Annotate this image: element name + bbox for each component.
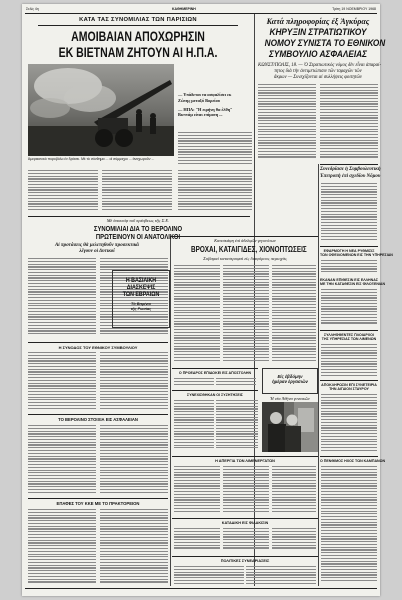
ankara-headline-2: ΝΟΜΟΥ ΣΥΝΙΣΤΑ ΤΟ ΕΘΝΙΚΟΝ [264,38,386,49]
section-rule [320,330,378,331]
section-rule [172,556,318,557]
middle-body [174,378,214,388]
bottom-left-headline: Η ΣΥΝΟΔΟΣ ΤΟΥ ΕΘΝΙΚΟΥ ΣΥΜΒΟΥΛΙΟΥ [58,345,138,350]
bottom-left-body [100,425,168,495]
framed-subtitle: τῆς Ρωσίας [130,307,152,312]
header-rule [25,13,377,14]
paris-headline-1: ΑΜΟΙΒΑΙΑΝ ΑΠΟΧΩΡΗΣΙΝ [71,29,205,44]
middle-body [216,400,258,452]
council-headline-1: Συνεδρίασε ἡ Συμβουλευτικὴ [320,167,381,172]
photo-caption: Ἀμερικανικὸ πυροβόλο ἐν δράσει. Μὲ τὸ σύνθημα ... οἱ σύμμαχοι ... ἀναχωροῦν ... [28,157,155,161]
section-rule [320,380,378,381]
council-body-text [321,183,377,243]
right-item-headline [320,278,386,287]
right-item-headline [320,333,378,342]
right-item-line: ΤΗΣ ΥΠΗΡΕΣΙΑΣ ΤΩΝ ΛΙΜΕΝΩΝ [321,337,377,342]
right-item-headline [320,383,378,392]
box-line: ἡμέραν ἐργασιῶν [272,379,308,385]
column-divider [318,164,319,586]
paris-body-text [28,170,98,214]
bottom-left-body [28,425,96,495]
ankara-deck-line: ἄκρων — Συνεχίζονται αἱ συλλήψεις φοιτητῶν [274,75,362,81]
box-line: Εἰς ἐβδόμην [277,374,303,379]
ankara-body-text [320,84,378,162]
section-rule [28,342,168,343]
framed-headline: Η ΒΑΣΙΛΙΚΗ [125,277,157,284]
right-item-line: ΕΚΑΝΑΝ ΕΠΙΘΕΣΙΝ ΕΙΣ ΕΛΛΗΝΑΣ [320,278,378,282]
weather-body-text [272,265,316,365]
middle-headline: Ο ΠΡΟΕΔΡΟΣ ΕΠΙΔΟΚΕΙ ΕΙΣ ΑΠΟΣΤΟΛΗΝ [178,371,252,375]
page-number: Σελίς 4η [26,7,39,11]
section-rule [320,456,378,457]
weather-kicker: Κατεσκάφη ἐπὶ ἀδελφῶν γεγονότων [214,238,276,243]
berlin-deck: Αἱ προτάσεις θὰ μελετηθοῦν προσεκτικά [54,243,140,248]
paris-body-text [178,170,252,214]
middle-body [174,466,220,514]
paris-headline-2: ΕΚ ΒΙΕΤΝΑΜ ΖΗΤΟΥΝ ΑΙ Η.Π.Α. [58,45,218,60]
section-rule [172,236,318,237]
section-rule [28,498,168,499]
weather-deck: Σοβαραὶ καταστροφαὶ εἰς διαφόρους περιοχὰς [203,256,287,261]
photo-caption: Ἡ νέα Ἀθήνα γυναικῶν [270,396,310,401]
ankara-headline-3: ΣΥΜΒΟΥΛΙΟ ΑΣΦΑΛΕΙΑΣ [268,49,368,60]
women-photo [262,402,318,452]
paris-deck-line: Ζώνης μεταξύ Βορείου [178,97,220,103]
middle-body [272,528,316,552]
right-item-line: ΣΥΛΛΗΦΘΕΝΤΕΣ ΠΛΟΙΑΡΧΟΙ [324,333,374,337]
section-rule [172,368,258,369]
section-rule [172,518,318,519]
section-rule [28,216,250,217]
masthead: ΚΑΘΗΜΕΡΙΝΗ [172,7,196,11]
council-headline-2: Ἐπιτροπὴ ἐπὶ σχεδίου Νόμου [320,174,381,179]
section-rule [172,390,258,391]
middle-body [216,378,256,388]
bottom-left-headline: ΤΟ ΒΕΡΟΛΙΝΟ ΣΤΟΙΧΙΑ ΕΙΣ ΑΣΦΑΛΕΙΑΝ [58,417,138,422]
framed-article [112,270,170,328]
paris-deck-line: — ΗΠΑ: "Η ειρήνη θα έλθη" [178,106,233,112]
paris-body-text [102,170,172,214]
middle-body [223,466,269,514]
ankara-headline-1: ΚΗΡΥΞΙΝ ΣΤΡΑΤΙΩΤΙΚΟΥ [269,27,367,38]
ankara-deck-line: τητος διὰ τὴν ἀντιμετώπισιν τῶν ταραχῶν τῶν [274,69,362,75]
middle-body [223,528,269,552]
right-item-line: ΤΗΝ ΑΙΓΑΙΟΝ ΣΤΑΥΡΟΥ [329,387,369,392]
ankara-body-text [258,84,316,162]
berlin-headline-2: ΠΡΩΤΕΙΝΟΥΝ ΟΙ ΑΝΑΤΟΛΙΚΟΙ [95,232,181,241]
middle-headline: Η ΑΠΕΡΓΙΑ ΤΩΝ ΛΙΜΕΝΕΡΓΑΤΩΝ [215,459,275,463]
right-item-line: ΑΠΟΚΛΗΡΩΣΙΝ ΕΠΙ ΣΥΝΕΤΕΙΡΙΑ [321,383,377,387]
framed-headline: ΤΩΝ ΕΒΡΑΙΩΝ [122,291,160,299]
berlin-deck: λέγουν οἱ Δυτικοί [79,249,115,254]
paris-deck [178,92,252,118]
middle-body [272,466,316,514]
right-item-body [321,289,377,327]
footer-rule [25,588,377,589]
ankara-deck-line: ΚΩΝΣΤ/ΠΟΛΙΣ, 18. — Ὁ Στρατιωτικός νόμος δὲν εἶναι ἀπαραί- [258,63,382,68]
highlight-box [262,368,318,394]
bottom-left-body [100,352,168,412]
berlin-headline-1: ΣΥΝΟΜΙΛΙΑΙ ΔΙΑ ΤΟ ΒΕΡΟΛΙΝΟ [93,224,183,233]
middle-body [246,566,316,586]
bottom-left-body [100,509,168,585]
right-item-headline: Ο ΠΕΝΘΙΜΟΣ ΗΧΟΣ ΤΩΝ ΚΑΜΠΑΝΩΝ [320,459,386,463]
framed-subtitle: Τὸ Βιτρίνιο [131,302,151,307]
right-item-body [321,344,377,378]
berlin-kicker: Μὲ ἀπουσίᾳ τοῦ πρέσβεως τῆς Σ.Ε. [106,218,170,223]
ankara-kicker: Κατά πληροφορίας ἐξ Ἀγκύρας [266,17,370,26]
weather-headline: ΒΡΟΧΑΙ, ΚΑΤΑΙΓΙΔΕΣ, ΧΙΟΝΟΠΤΩΣΕΙΣ [190,244,307,254]
middle-body [174,400,214,452]
right-item-body [321,260,377,276]
section-rule [28,414,168,415]
right-item-line: ΤΩΝ ΟΦΕΙΛΟΜΕΝΩΝ ΕΙΣ ΤΗΝ ΥΠΗΡΕΣΙΑΝ [320,253,393,258]
issue-date: Τρίτη 19 ΝΟΕΜΒΡΙΟΥ 1968 [332,7,376,11]
bottom-left-body [28,509,96,585]
right-item-headline [320,249,393,258]
artillery-photo [28,64,174,156]
right-item-line: ΕΦΑΡΜΟΓΗ Η ΝΕΑ ΡΥΘΜΙΣΙΣ [323,249,375,253]
framed-headline: ΔΙΑΣΚΕΨΙΣ [126,284,156,292]
section-rule [172,456,318,457]
kicker-rule [38,25,238,26]
paris-deck-line: — Υπάδεται να ασφαλίσει εκ [178,92,232,97]
section-rule [320,164,378,165]
middle-body [174,528,220,552]
weather-body-text [174,265,220,365]
berlin-body-text [28,258,96,338]
right-item-body [321,466,377,584]
right-item-body [321,394,377,454]
newspaper-page [22,4,393,596]
right-item-line: ΜΕ ΤΗΝ ΚΑΤΑΘΕΣΙΝ ΕΙΣ ΦΙΛΟΞΕΝΙΑΝ [320,282,386,287]
middle-headline: ΚΑΤΑΔΙΚΗ ΕΙΣ ΦΙΛΑΚΙΣΙΝ [221,521,269,525]
middle-headline: ΠΟΛΙΤΙΚΕΣ ΣΥΝΕΔΡΙΑΣΕΙΣ [220,559,270,563]
section-rule [320,246,378,247]
ankara-deck [258,63,382,82]
bottom-left-headline: ΕΠΑΦΕΣ ΤΟΥ ΚΚΕ ΜΕ ΤΟ ΠΡΑΚΤΟΡΕΙΟΝ [56,501,140,506]
paris-deck-line: Βιετνάμ είναι επίμονη ... [178,112,223,118]
paris-body-text [178,132,252,168]
middle-headline: ΣΥΝΕΧΙΣΘΗΚΑΝ ΟΙ ΣΥΖΗΤΗΣΕΙΣ [187,393,243,397]
paris-kicker: ΚΑΤΑ ΤΑΣ ΣΥΝΟΜΙΛΙΑΣ ΤΩΝ ΠΑΡΙΣΙΩΝ [79,17,197,23]
bottom-left-body [28,352,96,412]
middle-body [174,566,244,586]
weather-body-text [223,265,269,365]
column-divider [170,236,171,586]
